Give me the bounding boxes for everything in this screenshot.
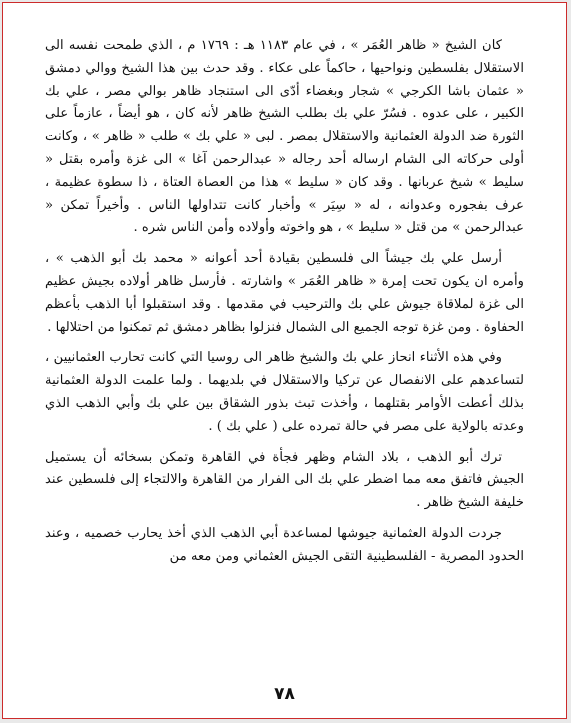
paragraph: كان الشيخ « ظاهر العُمَر » ، في عام ١١٨٣ هـ : ١٧٦٩ م ، الذي طمحت نفسه الى الاستقلال بفلسطين ونواحيها ، حاكماً على عكاء . وقد حدث بين هذا الشيخ ووالي دمشق « عثمان باشا الكرجي » شجار وبغضاء أدّى الى استنجاد ظاهر بوالي مصر ، علي بك الكبير ، على عدوه . فسُرّ علي بك بطلب الشيخ ظاهر لأنه كان ، هو أيضاً ، عازماً على الثورة ضد الدولة العثمانية والاستقلال بمصر . لبى « علي بك » طلب « ظاهر » ، وكانت أولى حركاته الى الشام ارساله أحد رجاله « عبدالرحمن آغا » الى غزة وأمره بقتل « سليط » شيخ عربانها . وقد كان « سليط » هذا من العصاة العتاة ، ذا سطوة عظيمة ، عرف بفجوره وعدوانه ، له « سِيَر » وأخبار كانت تتداولها الناس . وأخيراً تمكن « عبدالرحمن » من قتل « سليط » ، هو واخوته وأولاده وأمن الناس شره . (45, 38, 524, 236)
body-text (45, 35, 524, 577)
paragraph: جردت الدولة العثمانية جيوشها لمساعدة أبي الذهب الذي أخذ يحارب خصميه ، وعند الحدود المصرية - الفلسطينية التقى الجيش العثماني ومن معه من (45, 525, 524, 564)
paragraph: وفي هذه الأثناء انحاز علي بك والشيخ ظاهر الى روسيا التي كانت تحارب العثمانيين ، لتساعدهم على الانفصال عن تركيا والاستقلال في بلديهما . ولما علمت الدولة العثمانية بذلك أعطت الأوامر بقتلهما ، وأخذت تبث بذور الشقاق بين علي بك وأبي الذهب الذي وعدته بالولاية على مصر في حالة تمرده على ( علي بك ) . (45, 350, 524, 434)
page-number: ٧٨ (274, 684, 295, 704)
book-page (2, 2, 567, 719)
paragraph: ترك أبو الذهب ، بلاد الشام وظهر فجأة في القاهرة وتمكن بسخائه أن يستميل الجيش فاتفق معه مما اضطر علي بك الى الفرار من القاهرة والالتجاء إلى فلسطين عند خليفة الشيخ ظاهر . (45, 449, 524, 511)
paragraph: أرسل علي بك جيشاً الى فلسطين بقيادة أحد أعوانه « محمد بك أبو الذهب » ، وأمره ان يكون تحت إمرة « ظاهر العُمَر » واشارته . فأرسل ظاهر أولاده بجيش عظيم الى غزة لملاقاة جيوش علي بك والترحيب في مقدمها . وقد استقبلوا أبا الذهب بأعظم الحفاوة . ومن غزة توجه الجميع الى الشمال فنزلوا بظاهر دمشق ثم تمكنوا من احتلالها . (45, 251, 524, 335)
